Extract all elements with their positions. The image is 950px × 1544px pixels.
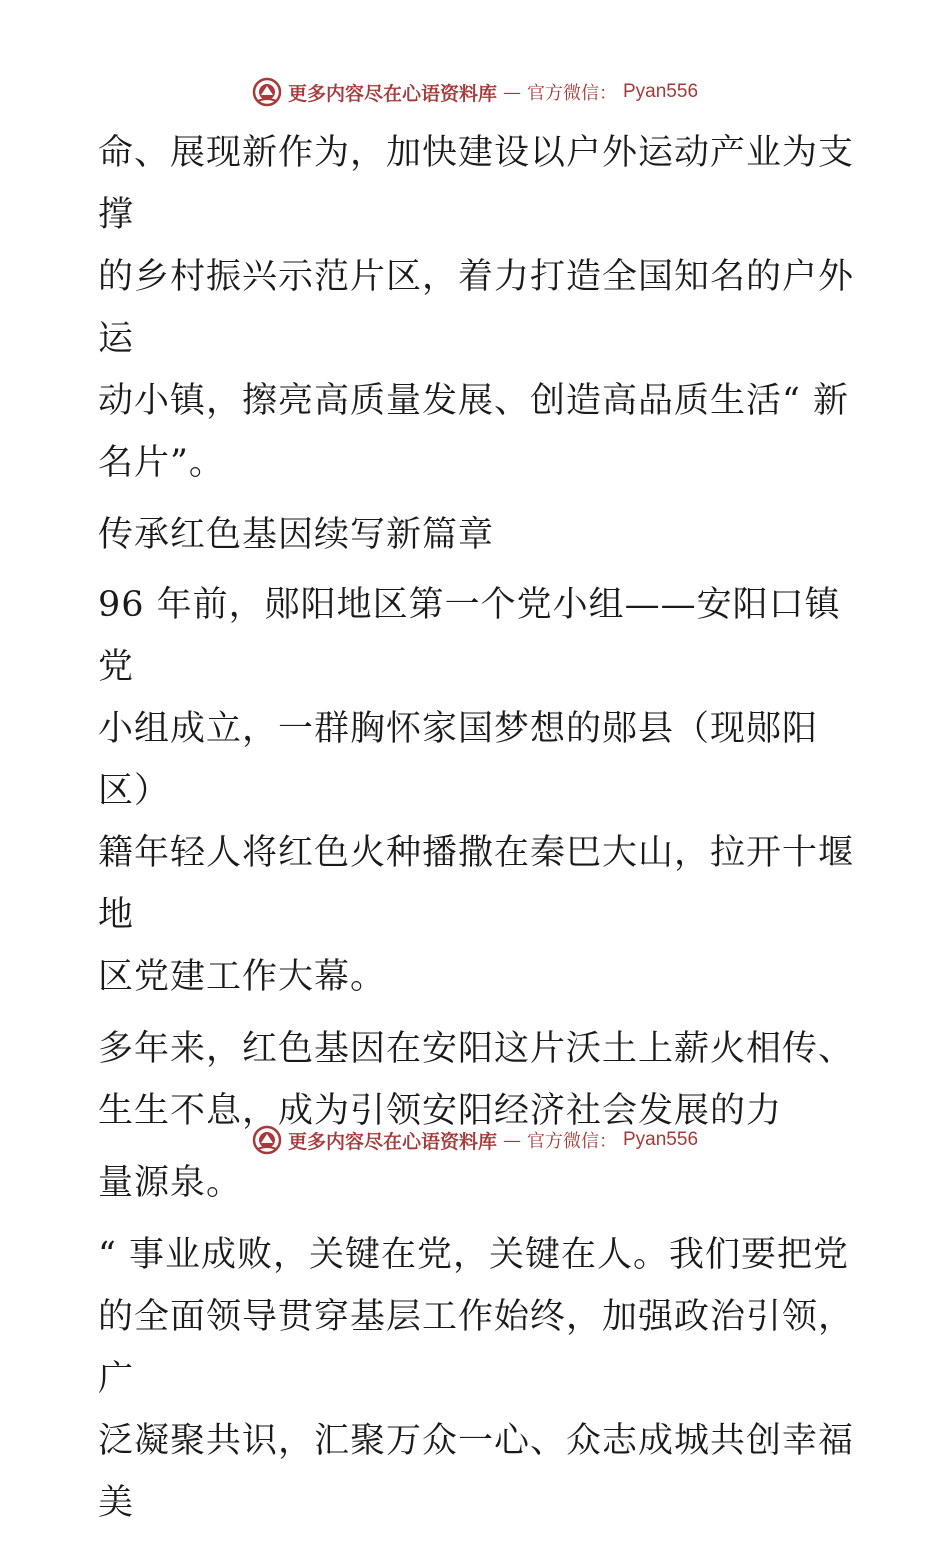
text-line: 籍年轻人将红色火种播撒在秦巴大山，拉开十堰地 [98,833,855,935]
watermark-dash: — [503,1129,521,1151]
text-line: 量源泉。 [98,1163,243,1203]
watermark-title: 更多内容尽在心语资料库 [287,1130,497,1153]
text-line: 多年来，红色基因在安阳这片沃土上薪火相传、 [98,1029,855,1069]
text-line: 动小镇，擦亮高质量发展、创造高品质生活“ 新 [98,381,850,421]
text-line: “ 事业成败，关键在党，关键在人。我们要把党 [98,1235,850,1275]
footer-watermark [0,1120,950,1160]
book-logo-icon [252,77,282,107]
watermark-title: 更多内容尽在心语资料库 [287,82,497,105]
watermark-dash: — [503,81,521,103]
paragraph [98,1152,858,1214]
watermark-label: 官方微信： [527,83,617,104]
text-line: 的全面领导贯穿基层工作始终，加强政治引领，广 [98,1297,855,1399]
text-line: 的乡村振兴示范片区，着力打造全国知名的户外运 [98,257,855,359]
paragraph [98,122,858,494]
text-line: 命、展现新作为，加快建设以户外运动产业为支撑 [98,133,855,235]
text-line: 区党建工作大幕。 [98,957,387,997]
paragraph [98,574,858,1008]
book-logo-icon [252,1125,282,1155]
text-line: 96 年前，郧阳地区第一个党小组——安阳口镇党 [98,585,841,687]
text-line: 生生不息，成为引领安阳经济社会发展的力 [98,1091,783,1131]
watermark-id: Pyan556 [623,81,699,102]
watermark-id: Pyan556 [623,1129,699,1150]
text-line: 泛凝聚共识，汇聚万众一心、众志成城共创幸福美 [98,1421,855,1523]
text-line: 小组成立，一群胸怀家国梦想的郧县（现郧阳区） [98,709,819,811]
document-body [98,122,858,1544]
section-heading [98,504,858,566]
text-line: 名片”。 [98,443,225,483]
paragraph [98,1224,858,1534]
header-watermark [0,72,950,112]
watermark-label: 官方微信： [527,1131,617,1152]
text-line: 传承红色基因续写新篇章 [98,515,495,555]
